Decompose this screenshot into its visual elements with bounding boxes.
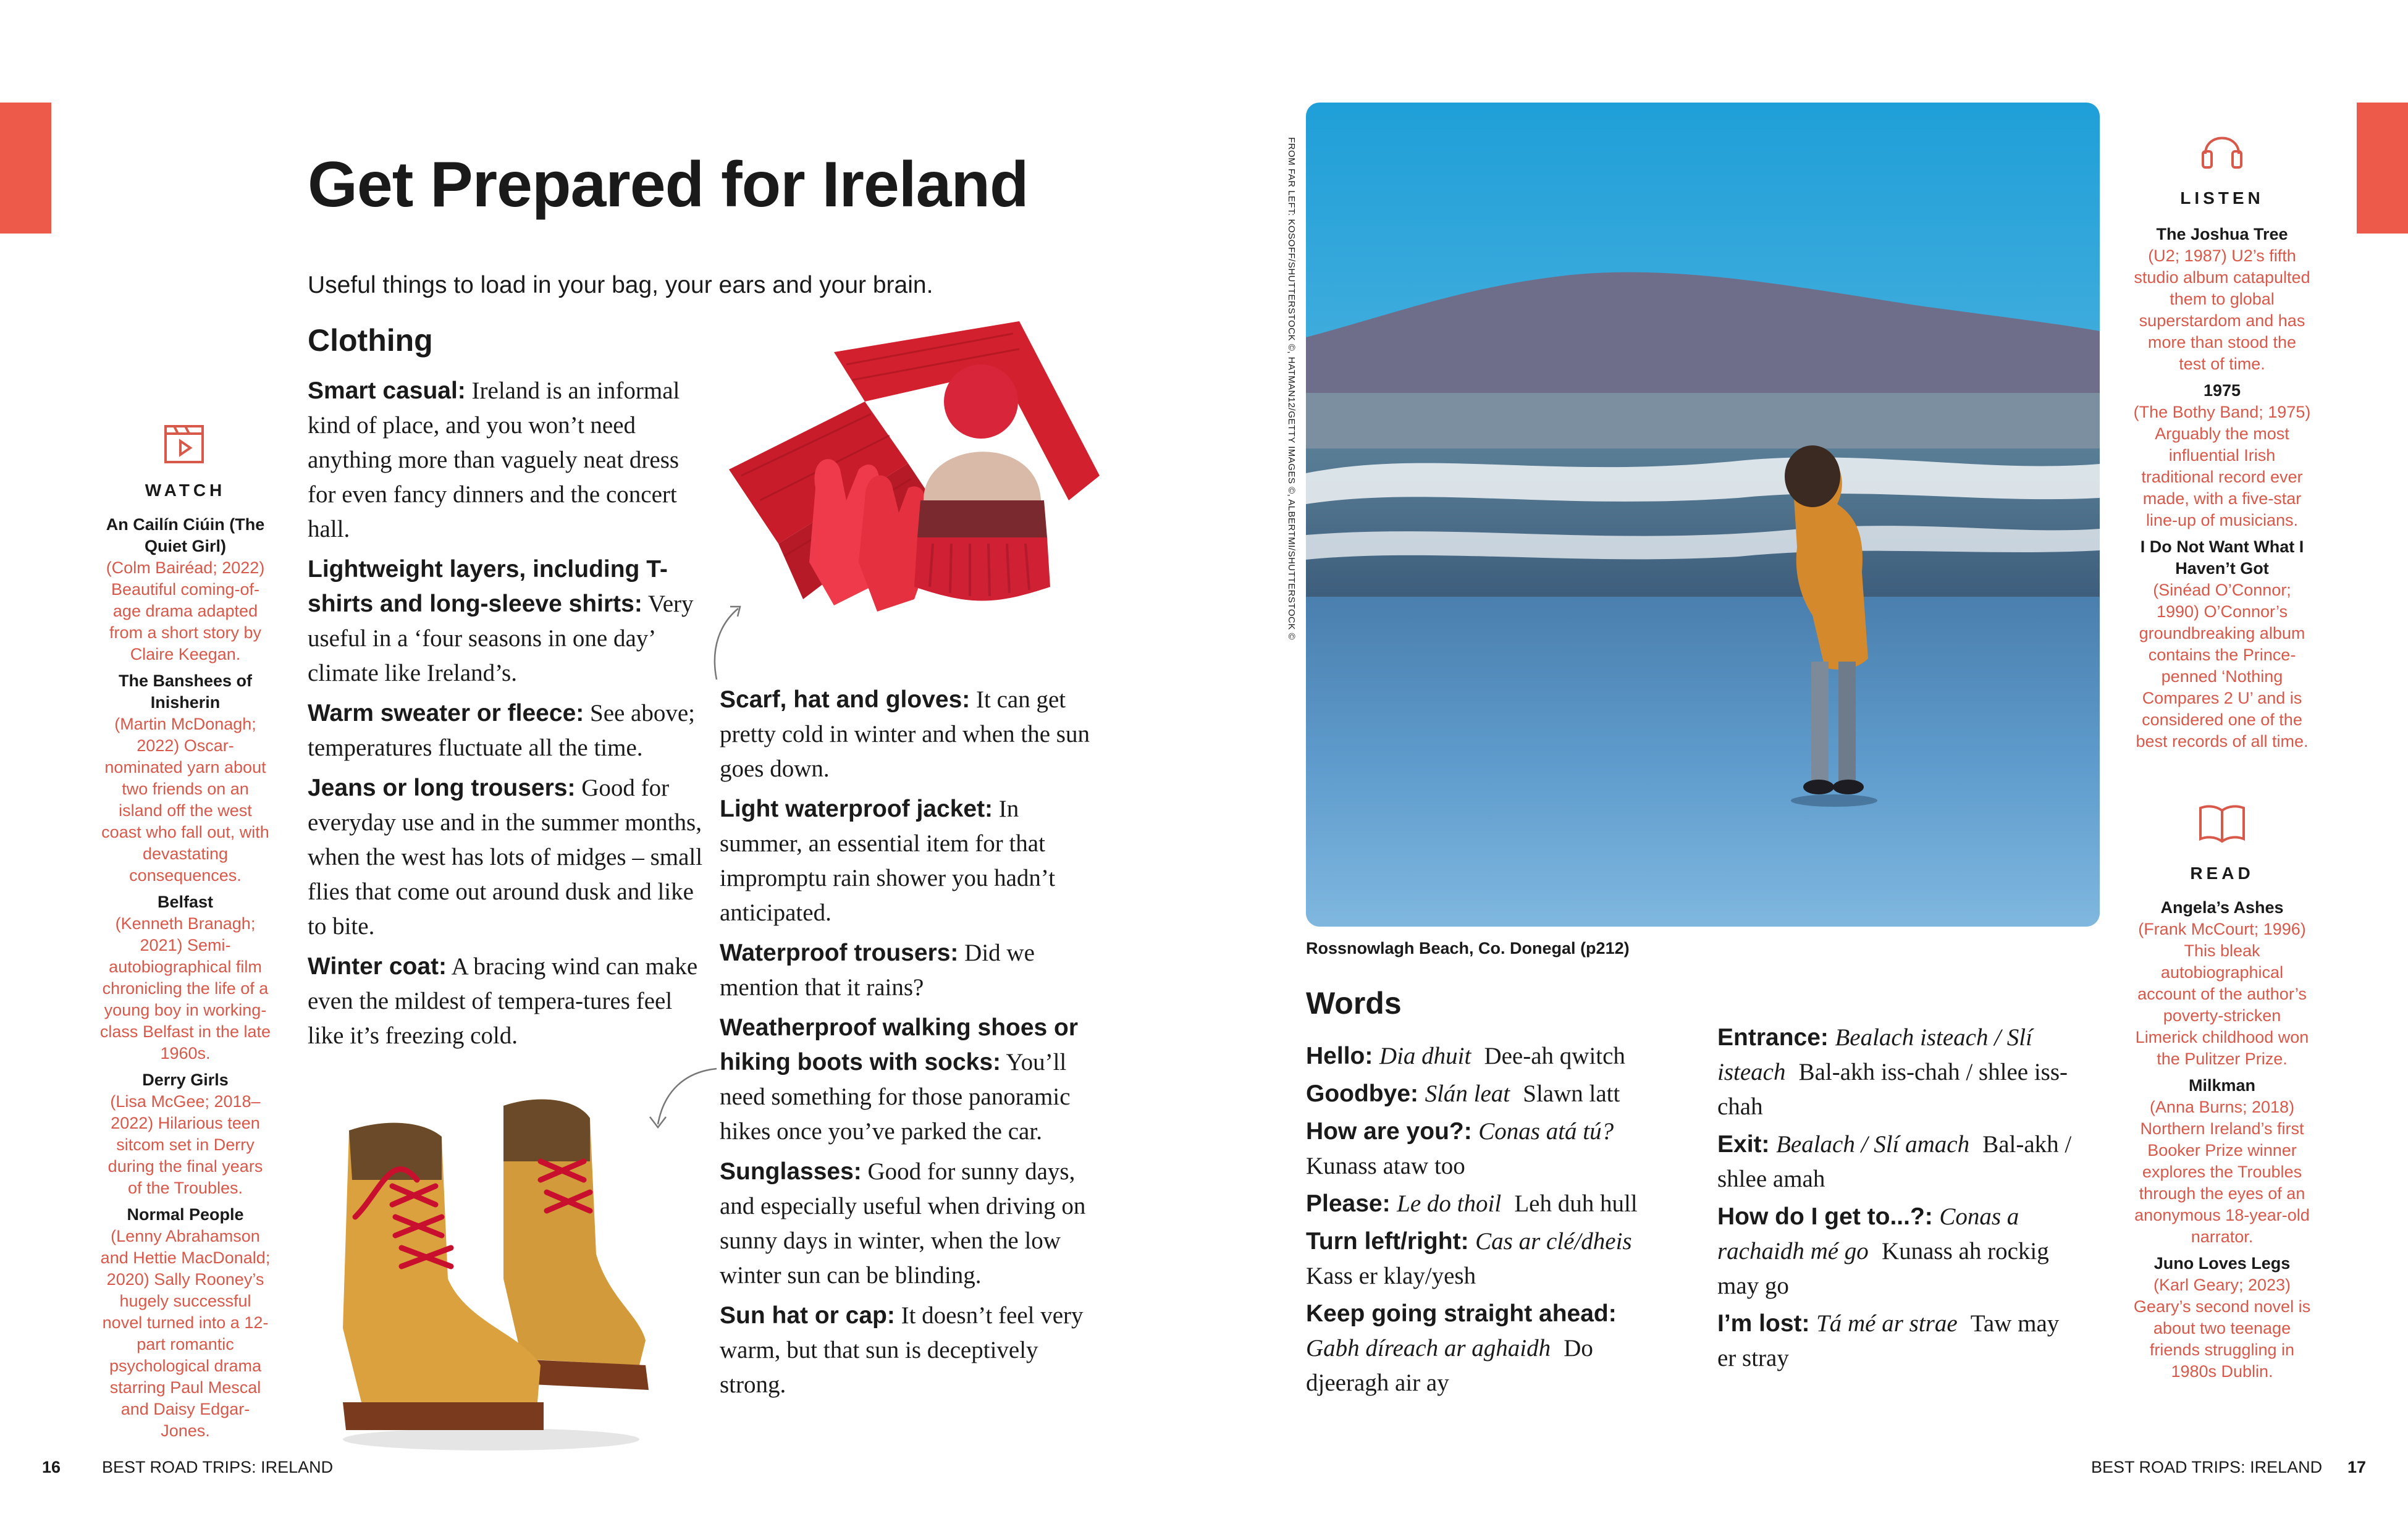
book-icon [2197,802,2247,846]
clothing-item: Sunglasses: Good for sunny days, and especially useful when driving on sunny days in winter, when the low winter sun can be blinding. [720,1158,1086,1289]
clothing-item: Sun hat or cap: It doesn’t feel very warm, but that sun is deceptively strong. [720,1302,1084,1398]
clothing-item: Scarf, hat and gloves: It can get pretty cold in winter and when the sun goes down. [720,686,1090,782]
phrase-item: Exit: Bealach / Slí amach Bal-akh / shlee amah [1717,1131,2072,1192]
page-subtitle: Useful things to load in your bag, your ears and your brain. [308,272,933,298]
scarf-hat-gloves-image [723,315,1106,636]
phrase-item: Keep going straight ahead: Gabh díreach ar aghaidh Do djeeragh air ay [1306,1300,1617,1396]
clothing-column-1 [308,374,703,1059]
read-heading: READ [2190,864,2254,883]
pointer-arrow-icon [710,593,747,686]
clothing-heading: Clothing [308,323,433,358]
read-list: Angela’s Ashes (Frank McCourt; 1996) This bleak autobiographical account of the author’s poverty-stricken Limerick childhood won the Pulitzer Prize. Milkman (Anna Burns; 2018) Northern Ireland’s first Booker Prize winner explores the Troubles through the eyes of an anonymous 18-year-old narrator. Juno Loves Legs (Karl Geary; 2023) Geary’s second novel is about two teenage friends struggling in 1980s Dublin. [2133,898,2311,1381]
clothing-item: Weatherproof walking shoes or hiking boots with socks: You’ll need something for those panoramic hikes once you’ve parked the car. [720,1014,1079,1145]
clothing-item: Warm sweater or fleece: See above; temperatures fluctuate all the time. [308,700,696,761]
phrase-item: Goodbye: Slán leat Slawn latt [1306,1080,1620,1107]
words-heading: Words [1306,986,1402,1021]
pointer-arrow-icon [642,1063,723,1137]
clothing-item: Smart casual: Ireland is an informal kind of place, and you won’t need anything more than vaguely neat dress for even fancy dinners and the concert hall. [308,377,680,542]
running-footer: BEST ROAD TRIPS: IRELAND [2091,1458,2323,1476]
listen-heading: LISTEN [2180,188,2264,208]
clothing-item: Lightweight layers, including T-shirts and long-sleeve shirts: Very useful in a ‘four seasons in one day’ climate like Ireland’s. [308,556,694,686]
phrase-item: I’m lost: Tá mé ar strae Taw may er stray [1717,1310,2060,1371]
listen-list: The Joshua Tree (U2; 1987) U2’s fifth studio album catapulted them to global superstardom and has more than stood the test of time. 1975 (The Bothy Band; 1975) Arguably the most influential Irish traditional record ever made, with a five-star line-up of musicians. I Do Not Want What I Haven’t Got (Sinéad O’Connor; 1990) O’Connor’s groundbreaking album contains the Prince-penned ‘Nothing Compares 2 U’ and is considered one of the best records of all time. [2133,225,2311,751]
words-column-2 [1717,1021,2082,1379]
words-column-1 [1306,1039,1670,1404]
clothing-item: Waterproof trousers: Did we mention that it rains? [720,940,1035,1001]
clothing-item: Light waterproof jacket: In summer, an essential item for that impromptu rain shower you hadn’t anticipated. [720,796,1056,926]
watch-heading: WATCH [145,481,226,500]
page-number: 17 [2347,1458,2367,1476]
beach-photo [1306,103,2100,927]
headphones-icon [2199,127,2245,172]
page-number: 16 [42,1458,61,1476]
photo-caption: Rossnowlagh Beach, Co. Donegal (p212) [1306,939,1630,958]
running-footer: BEST ROAD TRIPS: IRELAND [102,1458,334,1476]
clothing-item: Winter coat: A bracing wind can make even the mildest of tempera-tures feel like it’s freezing cold. [308,953,698,1049]
left-edge-tab [0,103,51,234]
hiking-boots-image [318,1093,664,1452]
photo-credit: FROM FAR LEFT: KOSOFF/SHUTTERSTOCK ©, HATMAN12/GETTY IMAGES ©, ALBERTMI/SHUTTERSTOCK © [1286,137,1297,641]
phrase-item: Turn left/right: Cas ar clé/dheis Kass er klay/yesh [1306,1228,1632,1289]
page-title: Get Prepared for Ireland [308,149,1029,221]
clothing-item: Jeans or long trousers: Good for everyday use and in the summer months, when the west has lots of midges – small flies that come out around dusk and like to bite. [308,775,703,940]
clapperboard-icon [162,421,206,466]
phrase-item: Please: Le do thoil Leh duh hull [1306,1190,1638,1217]
phrase-item: How are you?: Conas atá tú? Kunass ataw too [1306,1118,1614,1179]
watch-list: An Cailín Ciúin (The Quiet Girl) (Colm Bairéad; 2022) Beautiful coming-of-age drama adapted from a short story by Claire Keegan. The Banshees of Inisherin (Martin McDonagh; 2022) Oscar-nominated yarn about two friends on an island off the west coast who fall out, with devastating consequences. Belfast (Kenneth Branagh; 2021) Semi-autobiographical film chronicling the life of a young boy in working-class Belfast in the late 1960s. Derry Girls (Lisa McGee; 2018–2022) Hilarious teen sitcom set in Derry during the final years of the Troubles. Normal People (Lenny Abrahamson and Hettie MacDonald; 2020) Sally Rooney’s hugely successful novel turned into a 12-part romantic psychological drama starring Paul Mescal and Daisy Edgar-Jones. [99,515,271,1440]
right-edge-tab [2357,103,2408,234]
phrase-item: How do I get to...?: Conas a rachaidh mé go Kunass ah rockig may go [1717,1203,2049,1299]
phrase-item: Entrance: Bealach isteach / Slí isteach Bal-akh iss-chah / shlee iss-chah [1717,1024,2068,1120]
clothing-column-2 [720,683,1106,1408]
phrase-item: Hello: Dia dhuit Dee-ah qwitch [1306,1043,1625,1069]
